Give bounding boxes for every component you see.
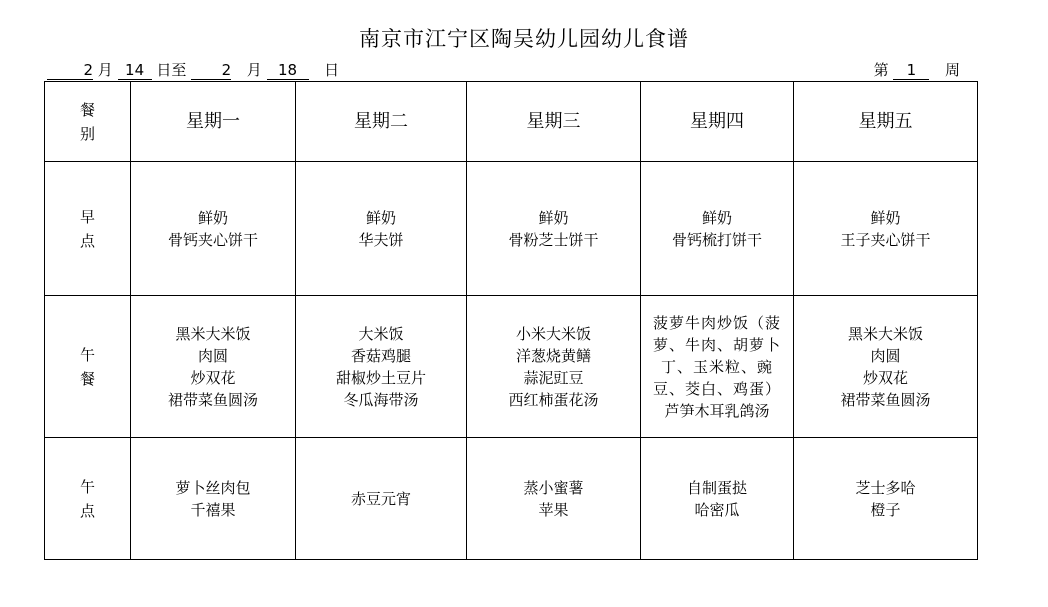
day-header-thu: 星期四: [641, 82, 794, 162]
row-label-snack: 午点: [45, 438, 131, 560]
menu-cell-snack-thu: 自制蛋挞 哈密瓜: [641, 438, 794, 560]
week-suffix: 周: [944, 61, 960, 79]
menu-cell-snack-fri: 芝士多哈 橙子: [794, 438, 978, 560]
snack-row: [45, 438, 978, 560]
start-day: 14: [118, 62, 152, 80]
menu-cell-breakfast-mon: 鲜奶 骨钙夹心饼干: [131, 162, 296, 296]
lunch-row: [45, 296, 978, 438]
date-range: [47, 59, 339, 80]
menu-cell-snack-tue: 赤豆元宵: [296, 438, 467, 560]
page-title: 南京市江宁区陶吴幼儿园幼儿食谱: [359, 27, 689, 51]
end-day: 18: [267, 62, 309, 80]
menu-cell-lunch-mon: 黑米大米饭 肉圆 炒双花 裙带菜鱼圆汤: [131, 296, 296, 438]
month-unit-2: 月: [246, 61, 262, 79]
meal-type-header: 餐别: [45, 82, 131, 162]
start-month: 2: [47, 62, 93, 80]
menu-cell-breakfast-tue: 鲜奶 华夫饼: [296, 162, 467, 296]
month-unit: 月: [97, 61, 113, 79]
day-header-mon: 星期一: [131, 82, 296, 162]
menu-cell-breakfast-wed: 鲜奶 骨粉芝士饼干: [467, 162, 641, 296]
to-text: 日至: [156, 61, 187, 79]
breakfast-row: [45, 162, 978, 296]
menu-cell-breakfast-fri: 鲜奶 王子夹心饼干: [794, 162, 978, 296]
header-row: [45, 82, 978, 162]
day-header-fri: 星期五: [794, 82, 978, 162]
day-header-tue: 星期二: [296, 82, 467, 162]
menu-cell-lunch-thu: 菠萝牛肉炒饭（菠萝、牛肉、胡萝卜丁、玉米粒、豌豆、茭白、鸡蛋） 芦笋木耳乳鸽汤: [641, 296, 794, 438]
menu-cell-lunch-tue: 大米饭 香菇鸡腿 甜椒炒土豆片 冬瓜海带汤: [296, 296, 467, 438]
menu-table: [44, 81, 978, 560]
menu-cell-lunch-fri: 黑米大米饭 肉圆 炒双花 裙带菜鱼圆汤: [794, 296, 978, 438]
week-indicator: [874, 59, 960, 80]
menu-cell-snack-wed: 蒸小蜜薯 苹果: [467, 438, 641, 560]
row-label-lunch: 午餐: [45, 296, 131, 438]
week-number: 1: [893, 62, 929, 80]
menu-cell-lunch-wed: 小米大米饭 洋葱烧黄鳝 蒜泥豇豆 西红柿蛋花汤: [467, 296, 641, 438]
menu-cell-breakfast-thu: 鲜奶 骨钙梳打饼干: [641, 162, 794, 296]
day-header-wed: 星期三: [467, 82, 641, 162]
menu-cell-snack-mon: 萝卜丝肉包 千禧果: [131, 438, 296, 560]
day-unit: 日: [324, 61, 340, 79]
row-label-breakfast: 早点: [45, 162, 131, 296]
end-month: 2: [191, 62, 231, 80]
week-prefix: 第: [873, 61, 889, 79]
